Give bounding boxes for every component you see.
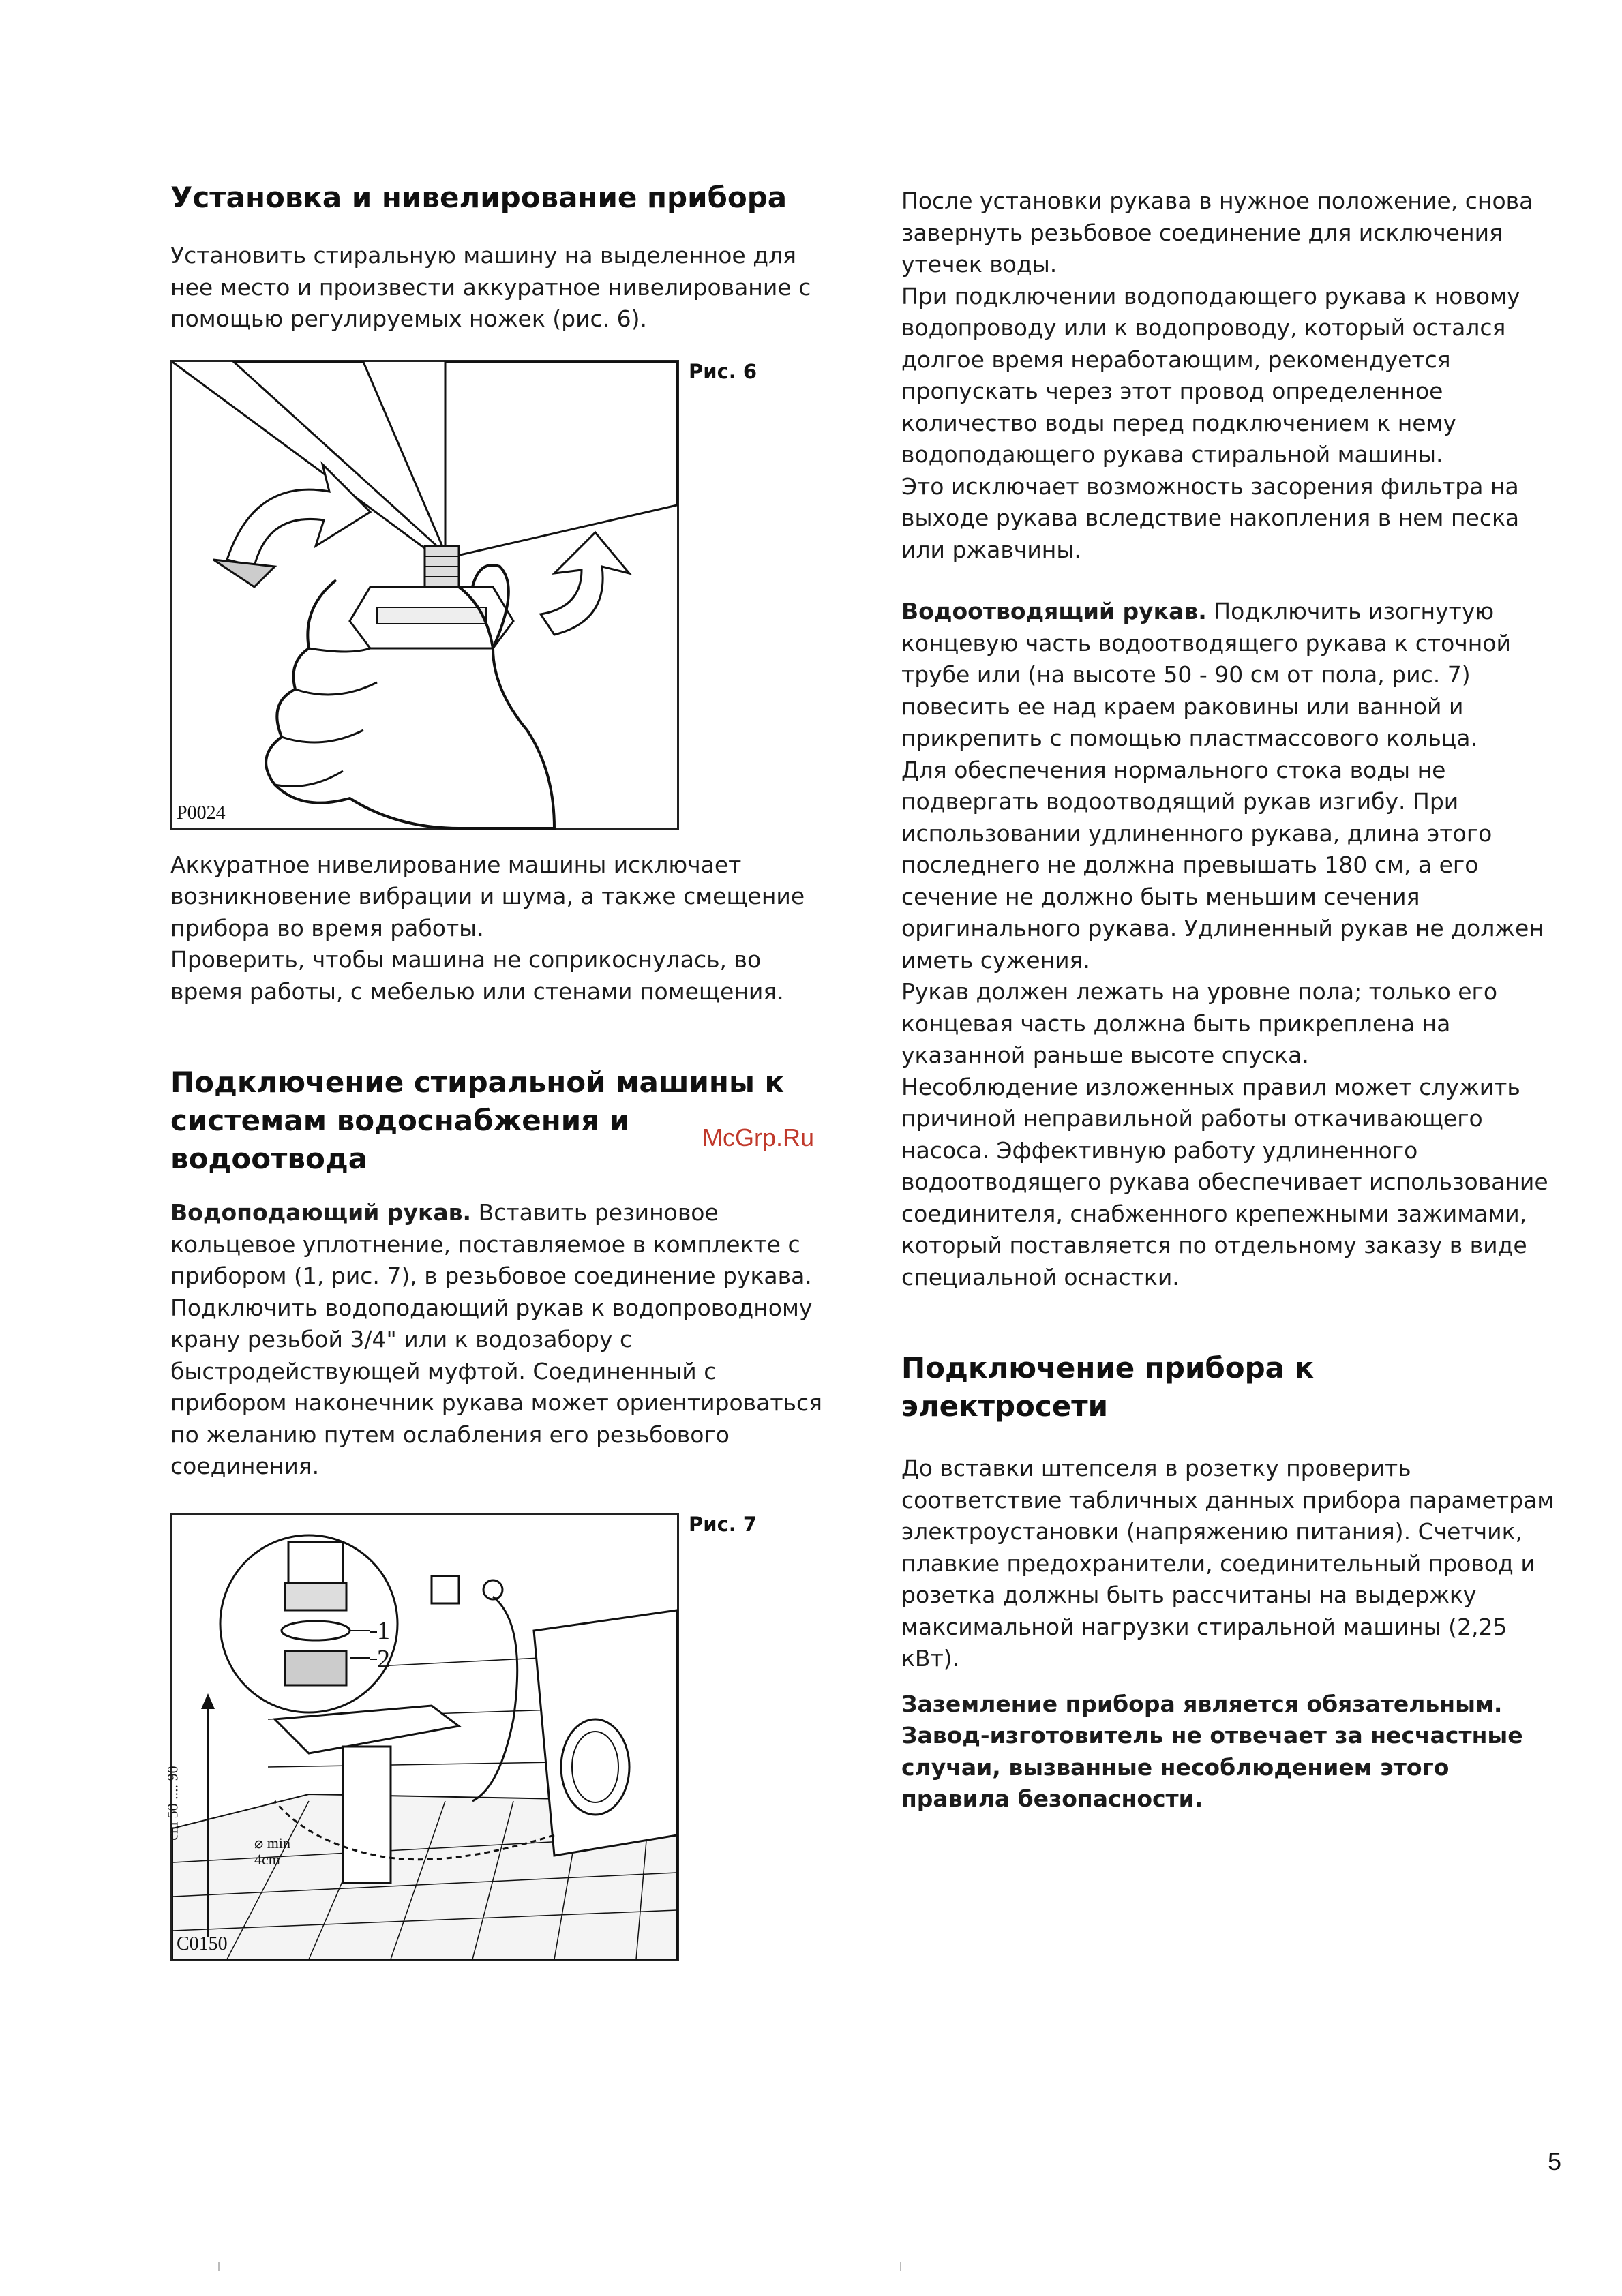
paragraph-hose-1: После установки рукава в нужное положение, снова завернуть резьбовое соединение для исключения утечек воды.	[901, 187, 1533, 277]
diameter-label: ⌀ min 4cm	[254, 1834, 290, 1868]
callout-2: 2	[377, 1644, 390, 1674]
drain-hose-text: Подключить изогнутую концевую часть водоотводящего рукава к сточной трубе или (на высоте 50 - 90 см от пола, рис. 7) повесить ее над краем раковины или ванной и прикрепить с помощью пластмассового кольца.	[901, 598, 1511, 751]
footer-tick-right	[900, 2262, 901, 2271]
height-label: cm 50 .... 90	[164, 1765, 181, 1841]
callout-1: 1	[377, 1616, 390, 1645]
leveling-feet-illustration	[172, 362, 677, 828]
paragraph-drain-2: Для обеспечения нормального стока воды не подвергать водоотводящий рукав изгибу. При использовании удлиненного рукава, длина этого последнего не должна превышать 180 см, а его сечение не должно быть меньшим сечения оригинального рукава. Удлиненный рукав не должен иметь сужения.	[901, 756, 1544, 973]
heading-water-connection: Подключение стиральной машины к системам водоснабжения и водоотвода	[170, 1066, 785, 1175]
paragraph-hose-3: Это исключает возможность засорения фильтра на выходе рукава вследствие накопления в нем песка или ржавчины.	[901, 472, 1520, 563]
figure-7	[164, 1512, 825, 1963]
right-column	[901, 185, 1570, 1815]
heading-installation: Установка и нивелирование прибора	[170, 181, 787, 214]
drain-hose-label: Водоотводящий рукав.	[901, 598, 1207, 624]
water-connection-illustration	[172, 1515, 677, 1959]
paragraph-leveling-2: Проверить, чтобы машина не соприкоснулась, во время работы, с мебелью или стенами помещения.	[170, 946, 784, 1005]
paragraph-leveling-1: Аккуратное нивелирование машины исключает возникновение вибрации и шума, а также смещение прибора во время работы.	[170, 851, 805, 941]
figure-6	[170, 360, 825, 830]
paragraph-installation: Установить стиральную машину на выделенное для нее место и произвести аккуратное нивелирование с помощью регулируемых ножек (рис. 6).	[170, 242, 811, 332]
paragraph-electrical: До вставки штепселя в розетку проверить соответствие табличных данных прибора параметрам электроустановки (напряжению питания). Счетчик, плавкие предохранители, соединительный провод и розетка должны быть рассчитаны на выдержку максимальной нагрузки стиральной машины (2,25 кВт).	[901, 1455, 1555, 1672]
figure-7-frame	[164, 1513, 679, 1961]
paragraph-inlet-hose	[170, 1197, 825, 1483]
paragraph-hose-2: При подключении водоподающего рукава к новому водопроводу или к водопроводу, который остался долгое время неработающим, рекомендуется пропускать через этот провод определенное количество воды перед подключением к нему водоподающего рукава стиральной машины.	[901, 282, 1520, 468]
footer-tick-left	[218, 2262, 220, 2271]
left-column	[164, 179, 825, 1963]
paragraph-drain-4: Несоблюдение изложенных правил может служить причиной неправильной работы откачивающего насоса. Эффективную работу удлиненного водоотводящего рукава обеспечивает использование соединителя, снабженного крепежными зажимами, который поставляется по отдельному заказу в виде специальной оснастки.	[901, 1073, 1548, 1290]
figure-6-frame	[170, 360, 679, 830]
watermark: McGrp.Ru	[702, 1123, 815, 1151]
inlet-hose-text: Вставить резиновое кольцевое уплотнение, поставляемое в комплекте с прибором (1, рис. 7), в резьбовое соединение рукава. Подключить водоподающий рукав к водопроводному крану резьбой 3/4" или к водозабору с быстродействующей муфтой. Соединенный с прибором наконечник рукава может ориентироваться по желанию путем ослабления его резьбового соединения.	[170, 1199, 823, 1479]
inlet-hose-label: Водоподающий рукав.	[170, 1199, 472, 1226]
figure-6-code: P0024	[177, 802, 226, 824]
page-number: 5	[1548, 2147, 1562, 2175]
paragraph-drain-3: Рукав должен лежать на уровне пола; только его концевая часть должна быть прикреплена на указанной раньше высоте спуска.	[901, 978, 1498, 1068]
figure-7-code: C0150	[177, 1933, 228, 1954]
paragraph-drain-hose	[901, 596, 1570, 755]
figure-7-label: Рис. 7	[689, 1512, 757, 1536]
heading-electrical-connection: Подключение прибора к электросети	[901, 1351, 1315, 1423]
figure-6-label: Рис. 6	[689, 359, 757, 383]
grounding-warning: Заземление прибора является обязательным. Завод-изготовитель не отвечает за несчастные случаи, вызванные несоблюдением этого правила безопасности.	[901, 1690, 1523, 1812]
